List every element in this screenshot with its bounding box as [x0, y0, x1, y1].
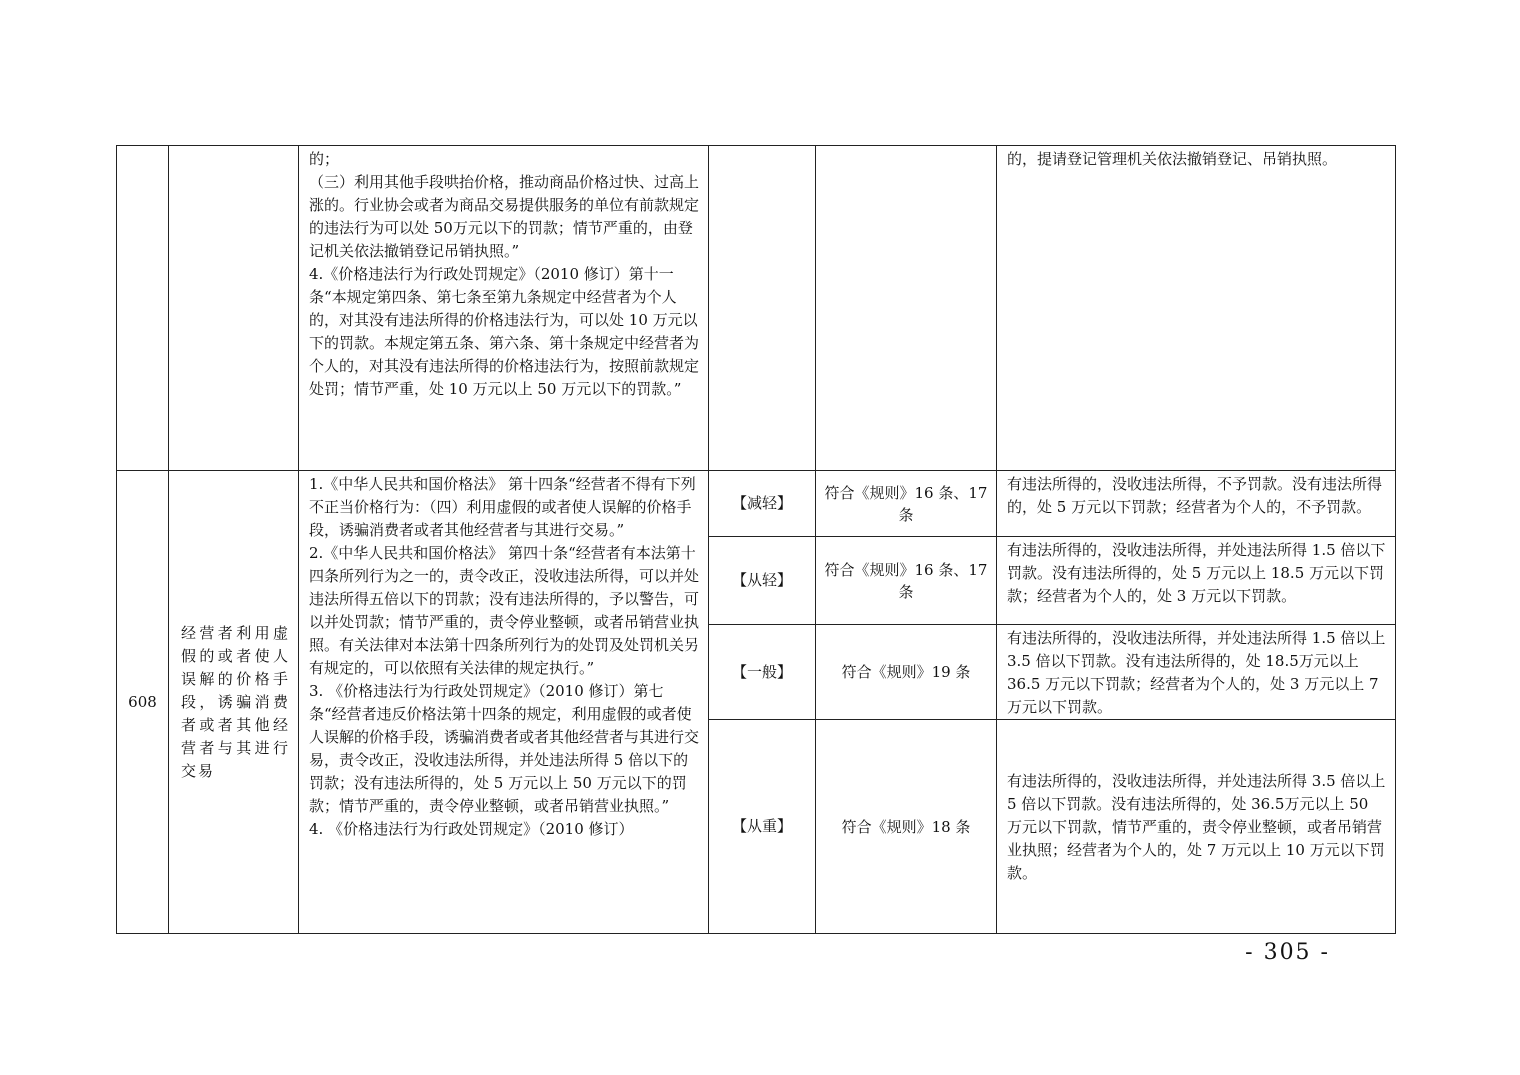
row-number: 608 — [117, 471, 169, 934]
standard-cell — [997, 720, 1396, 934]
standard-cell — [997, 471, 1396, 537]
basis-text: 符合《规则》19 条 — [841, 663, 971, 681]
penalty-standard-table — [116, 145, 1396, 934]
standard-text: 的，提请登记管理机关依法撤销登记、吊销执照。 — [1007, 150, 1338, 168]
level-label: 【一般】 — [709, 625, 816, 720]
basis-text: 符合《规则》18 条 — [841, 817, 971, 836]
basis-cell — [816, 471, 997, 537]
table-row-608-level-1 — [117, 471, 1396, 537]
basis-cell — [816, 720, 997, 934]
basis-cell-empty — [816, 146, 997, 471]
standard-cell — [997, 625, 1396, 720]
item-name-cell-empty — [169, 146, 299, 471]
table-row-continued — [117, 146, 1396, 471]
level-cell-empty — [709, 146, 816, 471]
basis-cell — [816, 625, 997, 720]
legal-basis-text: 的； （三）利用其他手段哄抬价格，推动商品价格过快、过高上涨的。行业协会或者为商品交易提供服务的单位有前款规定的违法行为可以处 50万元以下的罚款；情节严重的，由登记机关依法撤销登记吊销执照。” 4.《价格违法行为行政处罚规定》（2010 修订）第十一条“本规定第四条、第七条至第九条规定中经营者为个人的，对其没有违法所得的价格违法行为，可以处 10 万元以下的罚款。本规定第五条、第六条、第十条规定中经营者为个人的，对其没有违法所得的价格违法行为，按照前款规定处罚；情节严重，处 10 万元以上 50 万元以下的罚款。” — [309, 150, 700, 398]
row-number-cell-empty — [117, 146, 169, 471]
level-label: 【从轻】 — [709, 537, 816, 625]
basis-text: 符合《规则》16 条、17 条 — [824, 483, 988, 524]
level-label: 【减轻】 — [709, 471, 816, 537]
standard-cell — [997, 537, 1396, 625]
page-number: - 305 - — [1245, 940, 1330, 965]
legal-basis-text: 1.《中华人民共和国价格法》 第十四条“经营者不得有下列不正当价格行为：（四）利用虚假的或者使人误解的价格手段，诱骗消费者或者其他经营者与其进行交易。” 2.《中华人民共和国价格法》 第四十条“经营者有本法第十四条所列行为之一的，责令改正，没收违法所得，可以并处违法所得五倍以下的罚款；没有违法所得的，予以警告，可以并处罚款；情节严重的，责令停业整顿，或者吊销营业执照。有关法律对本法第十四条所列行为的处罚及处罚机关另有规定的，可以依照有关法律的规定执行。” 3. 《价格违法行为行政处罚规定》（2010 修订）第七条“经营者违反价格法第十四条的规定，利用虚假的或者使人误解的价格手段，诱骗消费者或者其他经营者与其进行交易，责令改正，没收违法所得，并处违法所得 5 倍以下的罚款；没有违法所得的，处 5 万元以上 50 万元以下的罚款；情节严重的，责令停业整顿，或者吊销营业执照。” 4. 《价格违法行为行政处罚规定》（2010 修订） — [309, 475, 700, 838]
standard-text: 有违法所得的，没收违法所得，并处违法所得 1.5 倍以下罚款。没有违法所得的，处 5 万元以上 18.5 万元以下罚款；经营者为个人的，处 3 万元以下罚款。 — [1007, 541, 1386, 605]
item-name: 经营者利用虚假的或者使人误解的价格手段，诱骗消费者或者其他经营者与其进行交易 — [169, 471, 299, 934]
basis-text: 符合《规则》16 条、17 条 — [824, 560, 988, 601]
standard-text: 有违法所得的，没收违法所得，并处违法所得 3.5 倍以上 5 倍以下罚款。没有违法所得的，处 36.5万元以上 50 万元以下罚款，情节严重的，责令停业整顿，或者吊销营业执照；经营者为个人的，处 7 万元以上 10 万元以下罚款。 — [1007, 772, 1386, 882]
legal-basis-cell — [299, 471, 709, 934]
legal-basis-cell — [299, 146, 709, 471]
standard-cell — [997, 146, 1396, 471]
standard-text: 有违法所得的，没收违法所得，并处违法所得 1.5 倍以上 3.5 倍以下罚款。没有违法所得的，处 18.5万元以上 36.5 万元以下罚款；经营者为个人的，处 3 万元以上 7 万元以下罚款。 — [1007, 629, 1386, 716]
standard-text: 有违法所得的，没收违法所得，不予罚款。没有违法所得的，处 5 万元以下罚款；经营者为个人的，不予罚款。 — [1007, 475, 1383, 516]
level-label: 【从重】 — [709, 720, 816, 934]
basis-cell — [816, 537, 997, 625]
